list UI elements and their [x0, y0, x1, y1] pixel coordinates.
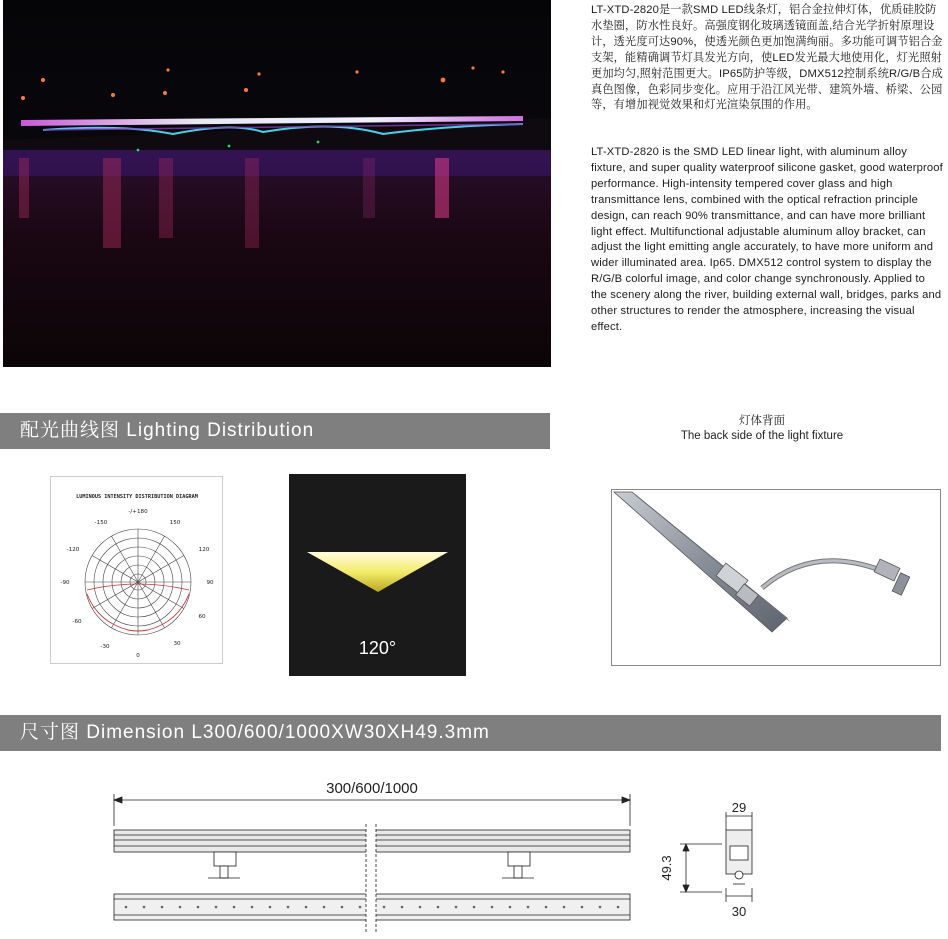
label-minus-120: -120: [66, 547, 80, 553]
label-180: -/+180: [128, 509, 148, 515]
label-minus-30: -30: [100, 644, 110, 650]
label-120: 120: [198, 547, 210, 553]
length-dimension: 300/600/1000: [326, 780, 418, 797]
description-english: LT-XTD-2820 is the SMD LED linear light, with aluminum alloy fixture, and super quality waterproof silicone gasket, good waterproof performance. High-intensity tempered cover glass and high transmittance lens, combined with the optical refraction principle design, can reach 90% transmittance, and can have more brilliant light effect. Multifunctional adjustable aluminum alloy bracket, can adjust the light emitting angle accurately, to have more uniform and wider illuminated area. Ip65. DMX512 control system to display the R/G/B colorful image, and color change synchronously. Applied to the scenery along the river, building external wall, bridges, parks and other structures to render the atmosphere, increasing the visual effect.: [591, 146, 943, 333]
dimension-drawing: [0, 760, 948, 934]
height-dimension: 49.3: [659, 855, 674, 881]
fixture-art: [612, 490, 942, 667]
label-150: 150: [169, 520, 181, 526]
beam-angle-value: 120°: [358, 638, 397, 658]
bridge-night-photo: [3, 0, 551, 367]
luminous-distribution-diagram: [50, 476, 223, 664]
fixture-caption-cn: 灯体背面: [739, 415, 785, 427]
label-90: 90: [206, 580, 214, 586]
label-minus-60: -60: [72, 619, 82, 625]
label-0: 0: [136, 653, 140, 659]
description-chinese: LT-XTD-2820是一款SMD LED线条灯，铝合金拉伸灯体，优质硅胶防水垫圈，防水性良好。高强度钢化玻璃透镜面盖,结合光学折射原理设计，透光度可达90%，使透光颜色更加饱满绚丽。多功能可调节铝合金支架，能精确调节灯具发光方向，使LED发光最大地使用化，灯光照射更加均匀,照射范围更大。IP65防护等级，DMX512控制系统R/G/B合成真色图像，色彩同步变化。应用于沿江风光带、建筑外墙、桥梁、公园等，有增加视觉效果和灯光渲染氛围的作用。: [591, 4, 943, 112]
polar-chart: [51, 477, 224, 665]
beam-cone: [307, 552, 448, 592]
fixture-back-image: [611, 489, 941, 666]
fixture-caption-en: The back side of the light fixture: [680, 430, 844, 442]
label-minus-150: -150: [94, 520, 108, 526]
dimension-header: 尺寸图 Dimension L300/600/1000XW30XH49.3mm: [0, 715, 941, 751]
bottom-width-dimension: 30: [731, 904, 747, 919]
bridge-photo-art: [3, 0, 551, 367]
lighting-distribution-header: 配光曲线图 Lighting Distribution: [0, 413, 550, 449]
top-width-dimension: 29: [731, 800, 747, 815]
dimension-art: [0, 760, 948, 934]
label-30: 30: [173, 641, 181, 647]
label-minus-90: -90: [60, 580, 70, 586]
diagram-title: LUMINOUS INTENSITY DISTRIBUTION DIAGRAM: [76, 494, 198, 500]
label-60: 60: [198, 614, 206, 620]
